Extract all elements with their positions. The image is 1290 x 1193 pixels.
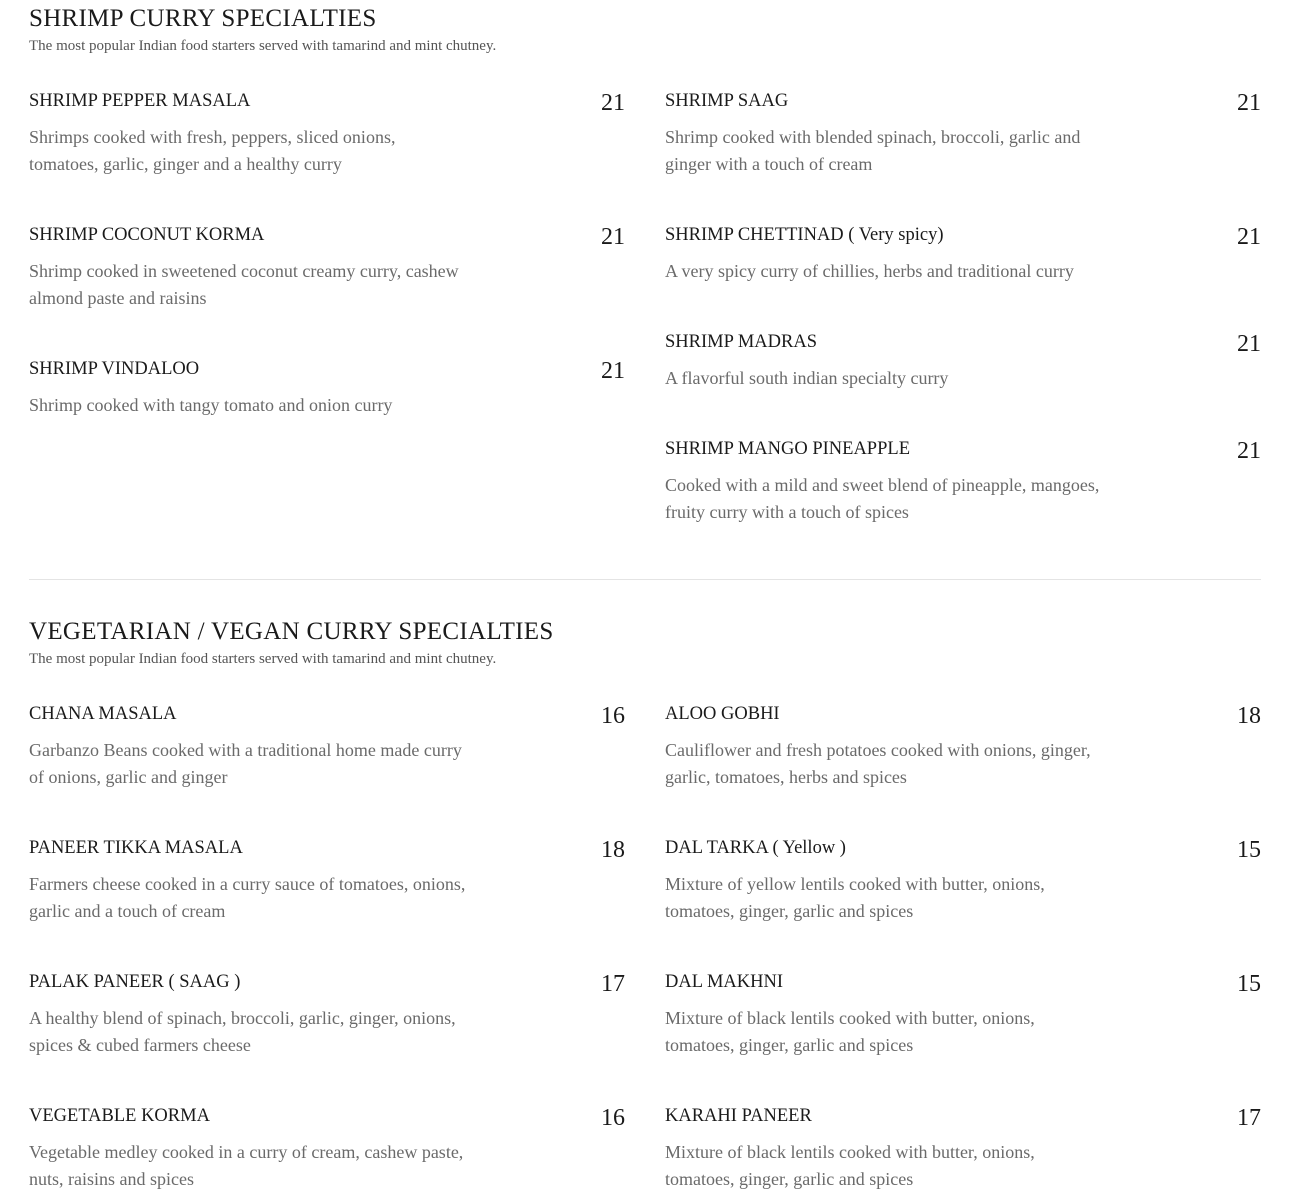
item-description: Garbanzo Beans cooked with a traditional home made curry of onions, garlic and ginger <box>29 740 462 787</box>
shrimp-section <box>29 4 1261 564</box>
item-description: Mixture of black lentils cooked with butter, onions, tomatoes, ginger, garlic and spices <box>665 1008 1035 1055</box>
item-name: CHANA MASALA <box>29 704 177 724</box>
item-price: 16 <box>601 1105 625 1131</box>
item-description: Vegetable medley cooked in a curry of cream, cashew paste, nuts, raisins and spices <box>29 1142 464 1189</box>
item-description: A healthy blend of spinach, broccoli, garlic, ginger, onions, spices & cubed farmers cheese <box>29 1008 456 1055</box>
item-name: DAL MAKHNI <box>665 972 784 992</box>
item-description: A flavorful south indian specialty curry <box>665 368 949 388</box>
item-price: 17 <box>1237 1105 1261 1131</box>
item-name: SHRIMP VINDALOO <box>29 359 200 379</box>
item-description: Shrimp cooked with tangy tomato and onion curry <box>29 395 393 415</box>
item-name: DAL TARKA ( Yellow ) <box>665 838 846 858</box>
item-price: 21 <box>1237 438 1261 464</box>
item-description: Shrimp cooked in sweetened coconut creamy curry, cashew almond paste and raisins <box>29 261 459 308</box>
item-name: PANEER TIKKA MASALA <box>29 838 243 858</box>
item-description: Mixture of black lentils cooked with butter, onions, tomatoes, ginger, garlic and spices <box>665 1142 1035 1189</box>
section-title: SHRIMP CURRY SPECIALTIES <box>29 5 377 32</box>
item-price: 15 <box>1237 971 1261 997</box>
item-description: A very spicy curry of chillies, herbs and traditional curry <box>665 261 1074 281</box>
item-description: Shrimps cooked with fresh, peppers, sliced onions, tomatoes, garlic, ginger and a healthy curry <box>29 127 396 174</box>
item-price: 15 <box>1237 837 1261 863</box>
item-name: PALAK PANEER ( SAAG ) <box>29 972 241 992</box>
item-description: Shrimp cooked with blended spinach, broccoli, garlic and ginger with a touch of cream <box>665 127 1081 174</box>
item-price: 21 <box>1237 224 1261 250</box>
item-price: 21 <box>1237 331 1261 357</box>
item-price: 21 <box>601 358 625 384</box>
item-name: SHRIMP CHETTINAD ( Very spicy) <box>665 225 944 245</box>
item-price: 18 <box>1237 703 1261 729</box>
section-subtitle: The most popular Indian food starters served with tamarind and mint chutney. <box>29 651 497 667</box>
item-description: Cooked with a mild and sweet blend of pineapple, mangoes, fruity curry with a touch of spices <box>665 475 1100 522</box>
section-title: VEGETARIAN / VEGAN CURRY SPECIALTIES <box>29 618 554 645</box>
item-price: 21 <box>601 90 625 116</box>
item-description: Cauliflower and fresh potatoes cooked with onions, ginger, garlic, tomatoes, herbs and spices <box>665 740 1091 787</box>
item-price: 18 <box>601 837 625 863</box>
item-name: SHRIMP SAAG <box>665 91 789 111</box>
section-divider <box>29 579 1261 580</box>
item-name: SHRIMP MADRAS <box>665 332 817 352</box>
item-name: SHRIMP COCONUT KORMA <box>29 225 265 245</box>
item-description: Mixture of yellow lentils cooked with butter, onions, tomatoes, ginger, garlic and spices <box>665 874 1045 921</box>
section-subtitle: The most popular Indian food starters served with tamarind and mint chutney. <box>29 38 497 54</box>
item-name: SHRIMP MANGO PINEAPPLE <box>665 439 910 459</box>
item-price: 21 <box>601 224 625 250</box>
item-name: VEGETABLE KORMA <box>29 1106 210 1126</box>
item-price: 16 <box>601 703 625 729</box>
item-name: SHRIMP PEPPER MASALA <box>29 91 251 111</box>
vegetarian-section <box>29 617 1261 1189</box>
item-name: KARAHI PANEER <box>665 1106 812 1126</box>
item-description: Farmers cheese cooked in a curry sauce of tomatoes, onions, garlic and a touch of cream <box>29 874 466 921</box>
item-price: 21 <box>1237 90 1261 116</box>
item-price: 17 <box>601 971 625 997</box>
item-name: ALOO GOBHI <box>665 704 780 724</box>
